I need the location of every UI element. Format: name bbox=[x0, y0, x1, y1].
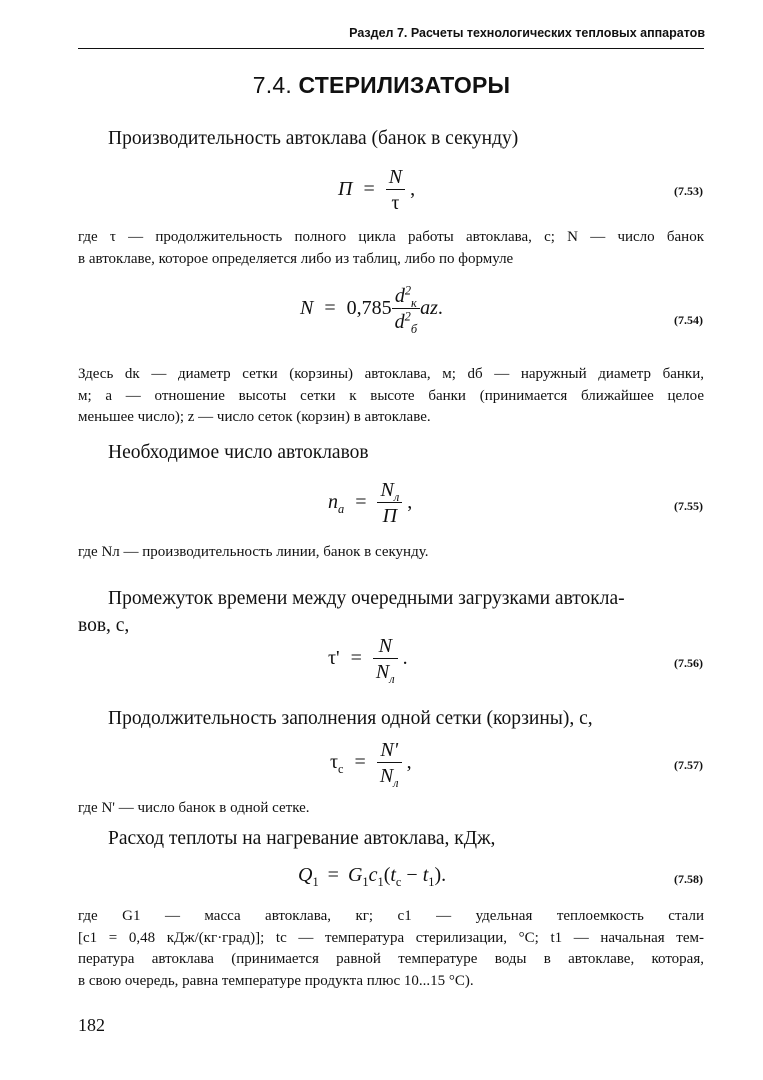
section-number: 7.4. bbox=[252, 72, 292, 98]
index: 1 bbox=[377, 875, 384, 889]
formula-7-58 bbox=[298, 864, 446, 887]
formula-7-56 bbox=[328, 634, 408, 685]
symbol-c: c bbox=[368, 864, 378, 886]
equation-number-7-53: (7.53) bbox=[674, 184, 703, 198]
formula-equals: = bbox=[350, 647, 362, 670]
denominator-index: л bbox=[389, 672, 395, 686]
page-number: 182 bbox=[78, 1015, 105, 1035]
symbol-g: G bbox=[347, 864, 363, 886]
formula-equals: = bbox=[324, 297, 336, 320]
formula-tail: , bbox=[407, 491, 413, 514]
formula-equals: = bbox=[354, 751, 366, 774]
formula-fraction bbox=[392, 284, 420, 335]
equation-number-7-56: (7.56) bbox=[674, 656, 703, 670]
formula-lhs bbox=[330, 751, 344, 777]
section-heading: СТЕРИЛИЗАТОРЫ bbox=[298, 72, 511, 98]
lhs-base: n bbox=[328, 491, 338, 514]
index: 1 bbox=[312, 875, 319, 889]
formula-coefficient: 0,785 bbox=[346, 297, 392, 320]
formula-denominator: τ bbox=[391, 192, 400, 214]
formula-numerator: N' bbox=[377, 738, 402, 763]
paragraph-line: пература автоклава (принимается равной температуре воды в автоклаве, которая, bbox=[78, 951, 704, 967]
numerator-index: к bbox=[411, 296, 417, 310]
index: с bbox=[395, 875, 402, 889]
equation-number-7-58: (7.58) bbox=[674, 872, 703, 886]
denominator-base: d bbox=[394, 311, 405, 333]
lead-autoclave-count: Необходимое число автоклавов bbox=[108, 442, 369, 463]
formula-fraction bbox=[386, 165, 405, 216]
formula-lhs bbox=[328, 491, 345, 517]
numerator-base: N bbox=[380, 479, 394, 501]
index: 1 bbox=[362, 875, 369, 889]
paragraph-line: где N' — число банок в одной сетке. bbox=[78, 800, 310, 816]
paragraph-n-prime bbox=[78, 798, 704, 820]
paragraph-heat-terms bbox=[78, 906, 704, 992]
paragraph-line-productivity bbox=[78, 542, 704, 564]
denominator-index: л bbox=[393, 776, 399, 790]
equation-number-7-54: (7.54) bbox=[674, 313, 703, 327]
formula-numerator bbox=[392, 284, 420, 309]
formula-lhs: τ' bbox=[328, 647, 340, 670]
lhs-index: а bbox=[338, 502, 345, 517]
formula-fraction bbox=[377, 478, 402, 529]
denominator-base: N bbox=[375, 661, 390, 683]
running-header: Раздел 7. Расчеты технологических тепловых аппаратов bbox=[349, 26, 705, 40]
paragraph-line: [c1 = 0,48 кДж/(кг·град)]; tс — температура стерилизации, °C; t1 — начальная тем- bbox=[78, 929, 704, 946]
formula-tail: , bbox=[410, 178, 416, 201]
paragraph-line: м; a — отношение высоты сетки к высоте банки (принимается ближайшее целое bbox=[78, 387, 704, 404]
formula-numerator: N bbox=[373, 634, 398, 659]
formula-minus: − bbox=[406, 864, 418, 886]
lead-productivity: Производительность автоклава (банок в секунду) bbox=[108, 128, 519, 149]
paragraph-diameters bbox=[78, 364, 704, 429]
formula-lhs: N bbox=[300, 297, 314, 320]
formula-denominator: П bbox=[382, 505, 398, 527]
section-title bbox=[0, 72, 763, 99]
formula-7-53 bbox=[338, 165, 415, 216]
formula-denominator bbox=[377, 763, 402, 789]
paragraph-tau-n bbox=[78, 227, 704, 270]
paragraph-line: меньшее число); z — число сеток (корзин) в автоклаве. bbox=[78, 409, 431, 425]
paragraph-line: в автоклаве, которое определяется либо из таблиц, либо по формуле bbox=[78, 250, 514, 267]
formula-denominator bbox=[392, 309, 420, 335]
paren-open: ( bbox=[383, 864, 391, 886]
paren-close: ). bbox=[434, 864, 447, 886]
paragraph-line: Здесь dк — диаметр сетки (корзины) автоклава, м; dб — наружный диаметр банки, bbox=[78, 366, 704, 382]
paragraph-line: в свою очередь, равна температуре продукта плюс 10...15 °C). bbox=[78, 972, 474, 989]
formula-numerator: N bbox=[386, 165, 405, 190]
formula-fraction bbox=[373, 634, 398, 685]
formula-equals: = bbox=[363, 178, 375, 201]
formula-end: . bbox=[437, 297, 443, 320]
equation-number-7-55: (7.55) bbox=[674, 499, 703, 513]
formula-equals: = bbox=[327, 864, 339, 886]
lhs-base: τ bbox=[330, 751, 339, 774]
lead-interval bbox=[78, 585, 704, 639]
formula-fraction bbox=[377, 738, 402, 789]
lead-fill-time: Продолжительность заполнения одной сетки (корзины), с, bbox=[108, 708, 593, 729]
denominator-base: N bbox=[379, 765, 394, 787]
lead-line: Промежуток времени между очередными загрузками автокла- bbox=[108, 588, 625, 609]
lhs-index: с bbox=[338, 762, 344, 777]
lead-line: вов, с, bbox=[78, 615, 130, 636]
equation-number-7-57: (7.57) bbox=[674, 758, 703, 772]
header-rule bbox=[78, 48, 704, 49]
numerator-power: 2 bbox=[404, 283, 412, 298]
symbol-q: Q bbox=[298, 864, 313, 886]
numerator-base: d bbox=[394, 285, 405, 307]
symbol-t: t bbox=[390, 864, 396, 886]
index: 1 bbox=[428, 875, 435, 889]
lead-heat-consumption: Расход теплоты на нагревание автоклава, кДж, bbox=[108, 828, 496, 849]
formula-lhs: П bbox=[338, 178, 353, 201]
formula-tail-factor: az bbox=[420, 297, 438, 320]
formula-7-57 bbox=[330, 738, 412, 789]
denominator-index: б bbox=[410, 322, 418, 336]
formula-7-55 bbox=[328, 478, 412, 529]
symbol-t: t bbox=[422, 864, 429, 886]
formula-7-54 bbox=[300, 284, 443, 335]
formula-numerator bbox=[377, 478, 402, 503]
formula-tail: . bbox=[402, 647, 408, 670]
formula-equals: = bbox=[355, 491, 367, 514]
paragraph-line: где Nл — производительность линии, банок в секунду. bbox=[78, 544, 429, 560]
denominator-power: 2 bbox=[404, 309, 411, 324]
formula-tail: , bbox=[406, 751, 412, 774]
numerator-index: л bbox=[393, 490, 400, 504]
paragraph-line: где G1 — масса автоклава, кг; c1 — удельная теплоемкость стали bbox=[78, 908, 704, 924]
formula-denominator bbox=[373, 659, 398, 685]
paragraph-line: где τ — продолжительность полного цикла работы автоклава, с; N — число банок bbox=[78, 229, 704, 245]
